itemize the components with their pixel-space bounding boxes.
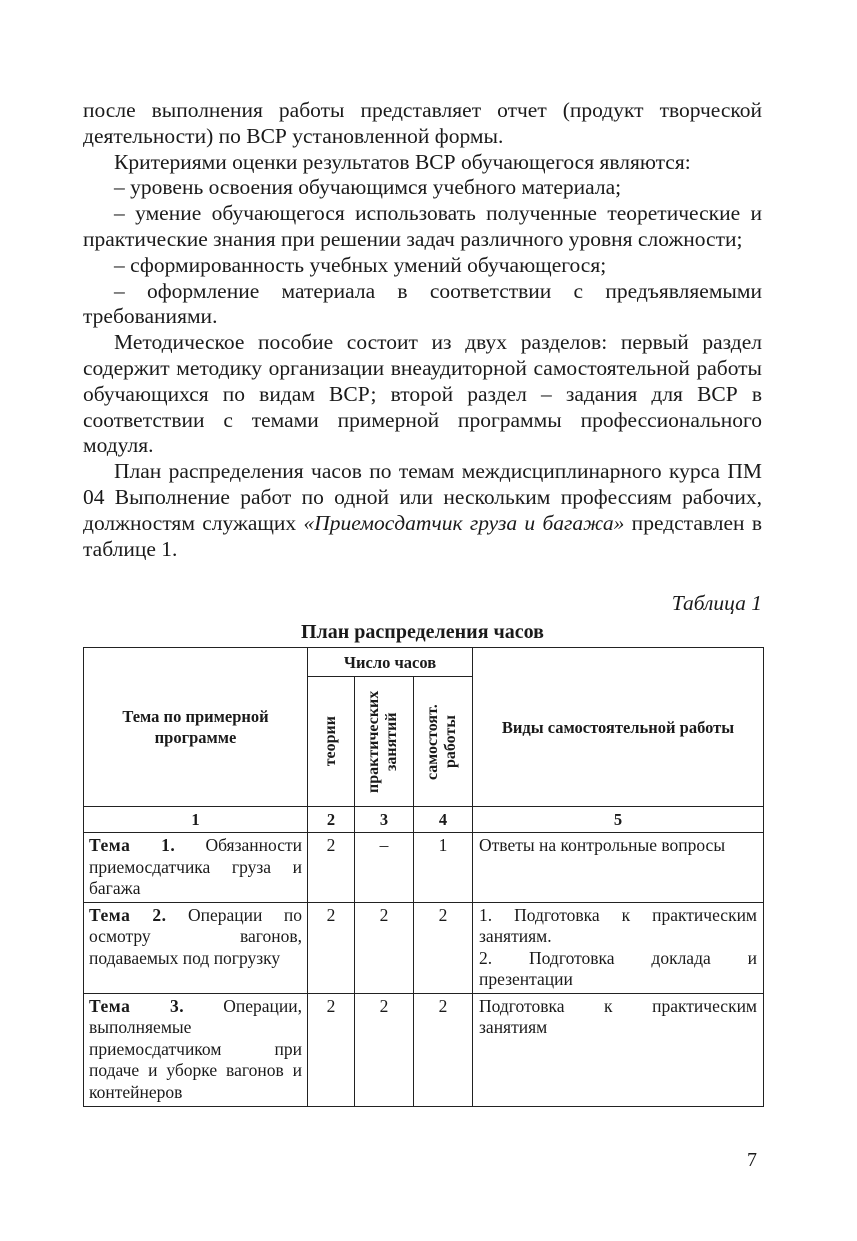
header-hours-group: Число часов — [308, 648, 473, 677]
table-row — [84, 902, 764, 993]
list-item: – умение обучающегося использовать полученные теоретические и практические знания при решении задач различного уровня сложности; — [83, 201, 762, 251]
practice-hours: 2 — [355, 902, 414, 993]
practice-hours: 2 — [355, 993, 414, 1106]
topic-cell — [84, 902, 308, 993]
header-practice-text: практических занятий — [365, 690, 400, 793]
work-item: 1. Подготовка к практическим занятиям. — [479, 904, 758, 946]
work-types-cell — [473, 902, 764, 993]
table-row — [84, 993, 764, 1106]
table-label: Таблица 1 — [671, 591, 762, 615]
paragraph: Критериями оценки результатов ВСР обучающегося являются: — [114, 149, 691, 174]
column-number: 5 — [473, 807, 764, 833]
course-name-italic: «Приемосдатчик груза и багажа» — [303, 510, 625, 535]
header-self-text: самостоят. работы — [424, 703, 459, 780]
self-hours: 2 — [414, 902, 473, 993]
paragraph: после выполнения работы представляет отчет (продукт творческой деятельности) по ВСР установленной формы. — [83, 98, 762, 148]
page-number: 7 — [747, 1149, 757, 1171]
theory-hours: 2 — [308, 993, 355, 1106]
topic-text: Операции, выполняемые приемосдатчиком при подаче и уборке вагонов и контейнеров — [89, 995, 302, 1102]
column-number: 1 — [84, 807, 308, 833]
header-topic: Тема по примерной программе — [84, 648, 308, 807]
header-theory-text: теории — [322, 716, 339, 767]
column-number: 3 — [355, 807, 414, 833]
list-item: – сформированность учебных умений обучающегося; — [114, 252, 607, 277]
self-hours: 2 — [414, 993, 473, 1106]
header-theory — [308, 677, 355, 807]
work-types-cell — [473, 993, 764, 1106]
body-text — [83, 98, 762, 562]
topic-number: Тема 2. — [89, 904, 167, 925]
topic-text: Обязанности приемосдатчика груза и багажа — [89, 835, 302, 898]
work-item: 2. Подготовка доклада и презентации — [479, 947, 758, 989]
topic-text: Операции по осмотру вагонов, подаваемых под погрузку — [89, 904, 302, 968]
paragraph: Методическое пособие состоит из двух разделов: первый раздел содержит методику организации внеаудиторной самостоятельной работы обучающихся по видам ВСР; второй раздел – задания для ВСР в соответствии с темами примерной программы профессионального модуля. — [83, 330, 762, 458]
paragraph-text: представлен в таблице 1. — [83, 510, 762, 561]
topic-number: Тема 3. — [89, 995, 185, 1016]
paragraph — [83, 459, 762, 562]
header-practice — [355, 677, 414, 807]
hours-table — [83, 647, 764, 1107]
list-item: – уровень освоения обучающимся учебного материала; — [114, 175, 622, 200]
table-row — [84, 833, 764, 903]
work-types-cell — [473, 833, 764, 903]
topic-number: Тема 1. — [89, 835, 176, 855]
header-work-types: Виды самостоятельной работы — [473, 648, 764, 807]
work-item: Ответы на контрольные вопросы — [479, 835, 726, 855]
practice-hours: – — [355, 833, 414, 903]
topic-cell — [84, 993, 308, 1106]
paragraph-text: План распределения часов по темам междисциплинарного курса ПМ 04 Выполнение работ по одной или нескольким профессиям рабочих, должностям служащих — [83, 459, 762, 535]
self-hours: 1 — [414, 833, 473, 903]
topic-cell — [84, 833, 308, 903]
column-number: 2 — [308, 807, 355, 833]
table-title: План распределения часов — [301, 621, 544, 643]
theory-hours: 2 — [308, 833, 355, 903]
column-number: 4 — [414, 807, 473, 833]
list-item: – оформление материала в соответствии с предъявляемыми требованиями. — [83, 278, 762, 329]
theory-hours: 2 — [308, 902, 355, 993]
work-item: Подготовка к практическим занятиям — [479, 995, 758, 1037]
header-self — [414, 677, 473, 807]
